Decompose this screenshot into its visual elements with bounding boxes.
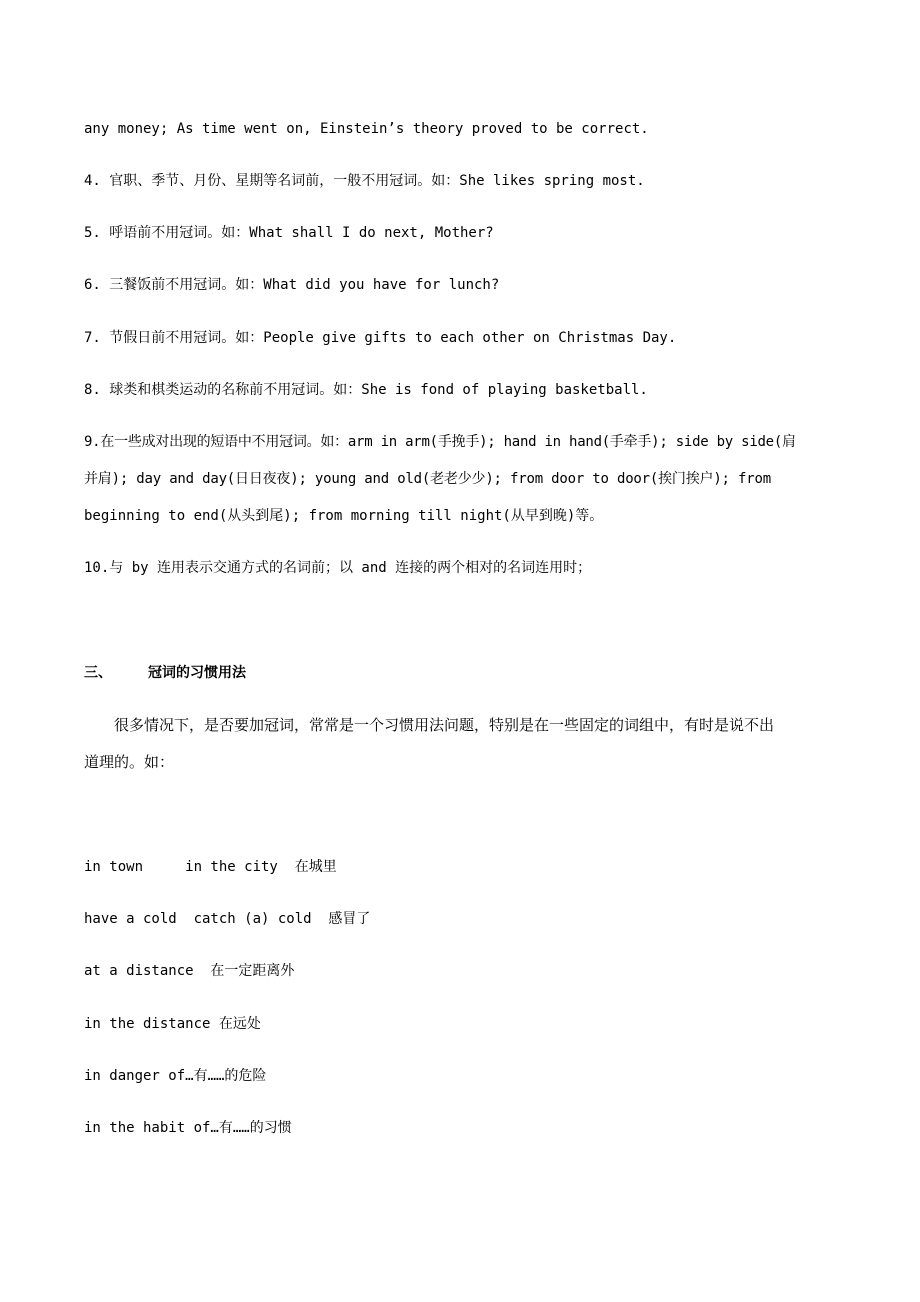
section-title: 冠词的习惯用法 [148, 665, 246, 681]
example-item: in danger of…有……的危险 [84, 1068, 267, 1084]
rule-7: 7. 节假日前不用冠词。如：People give gifts to each other on Christmas Day. [84, 330, 677, 346]
rule-9-cont: 并肩); day and day(日日夜夜); young and old(老老少少); from door to door(挨门挨户); from [84, 471, 771, 487]
rule-6: 6. 三餐饭前不用冠词。如：What did you have for lunch? [84, 277, 500, 293]
example-item: in town in the city 在城里 [84, 859, 337, 875]
rule-10: 10.与 by 连用表示交通方式的名词前；以 and 连接的两个相对的名词连用时； [84, 560, 592, 576]
example-item: in the habit of…有……的习惯 [84, 1120, 292, 1136]
example-item: at a distance 在一定距离外 [84, 963, 295, 979]
section-number: 三、 [84, 665, 112, 681]
example-item: have a cold catch (a) cold 感冒了 [84, 911, 371, 927]
example-item: in the distance 在远处 [84, 1016, 261, 1032]
rule-8: 8. 球类和棋类运动的名称前不用冠词。如：She is fond of playing basketball. [84, 382, 648, 398]
rule-9-cont: beginning to end(从头到尾); from morning till night(从早到晚)等。 [84, 508, 604, 524]
paragraph: 道理的。如： [84, 753, 175, 771]
text-line: any money; As time went on, Einstein’s theory proved to be correct. [84, 121, 649, 137]
rule-5: 5. 呼语前不用冠词。如：What shall I do next, Mother? [84, 225, 494, 241]
rule-9: 9.在一些成对出现的短语中不用冠词。如：arm in arm(手挽手); hand in hand(手牵手); side by side(肩 [84, 434, 796, 450]
rule-4: 4. 官职、季节、月份、星期等名词前，一般不用冠词。如：She likes spring most. [84, 173, 645, 189]
paragraph: 很多情况下，是否要加冠词，常常是一个习惯用法问题，特别是在一些固定的词组中，有时是说不出 [84, 716, 775, 734]
